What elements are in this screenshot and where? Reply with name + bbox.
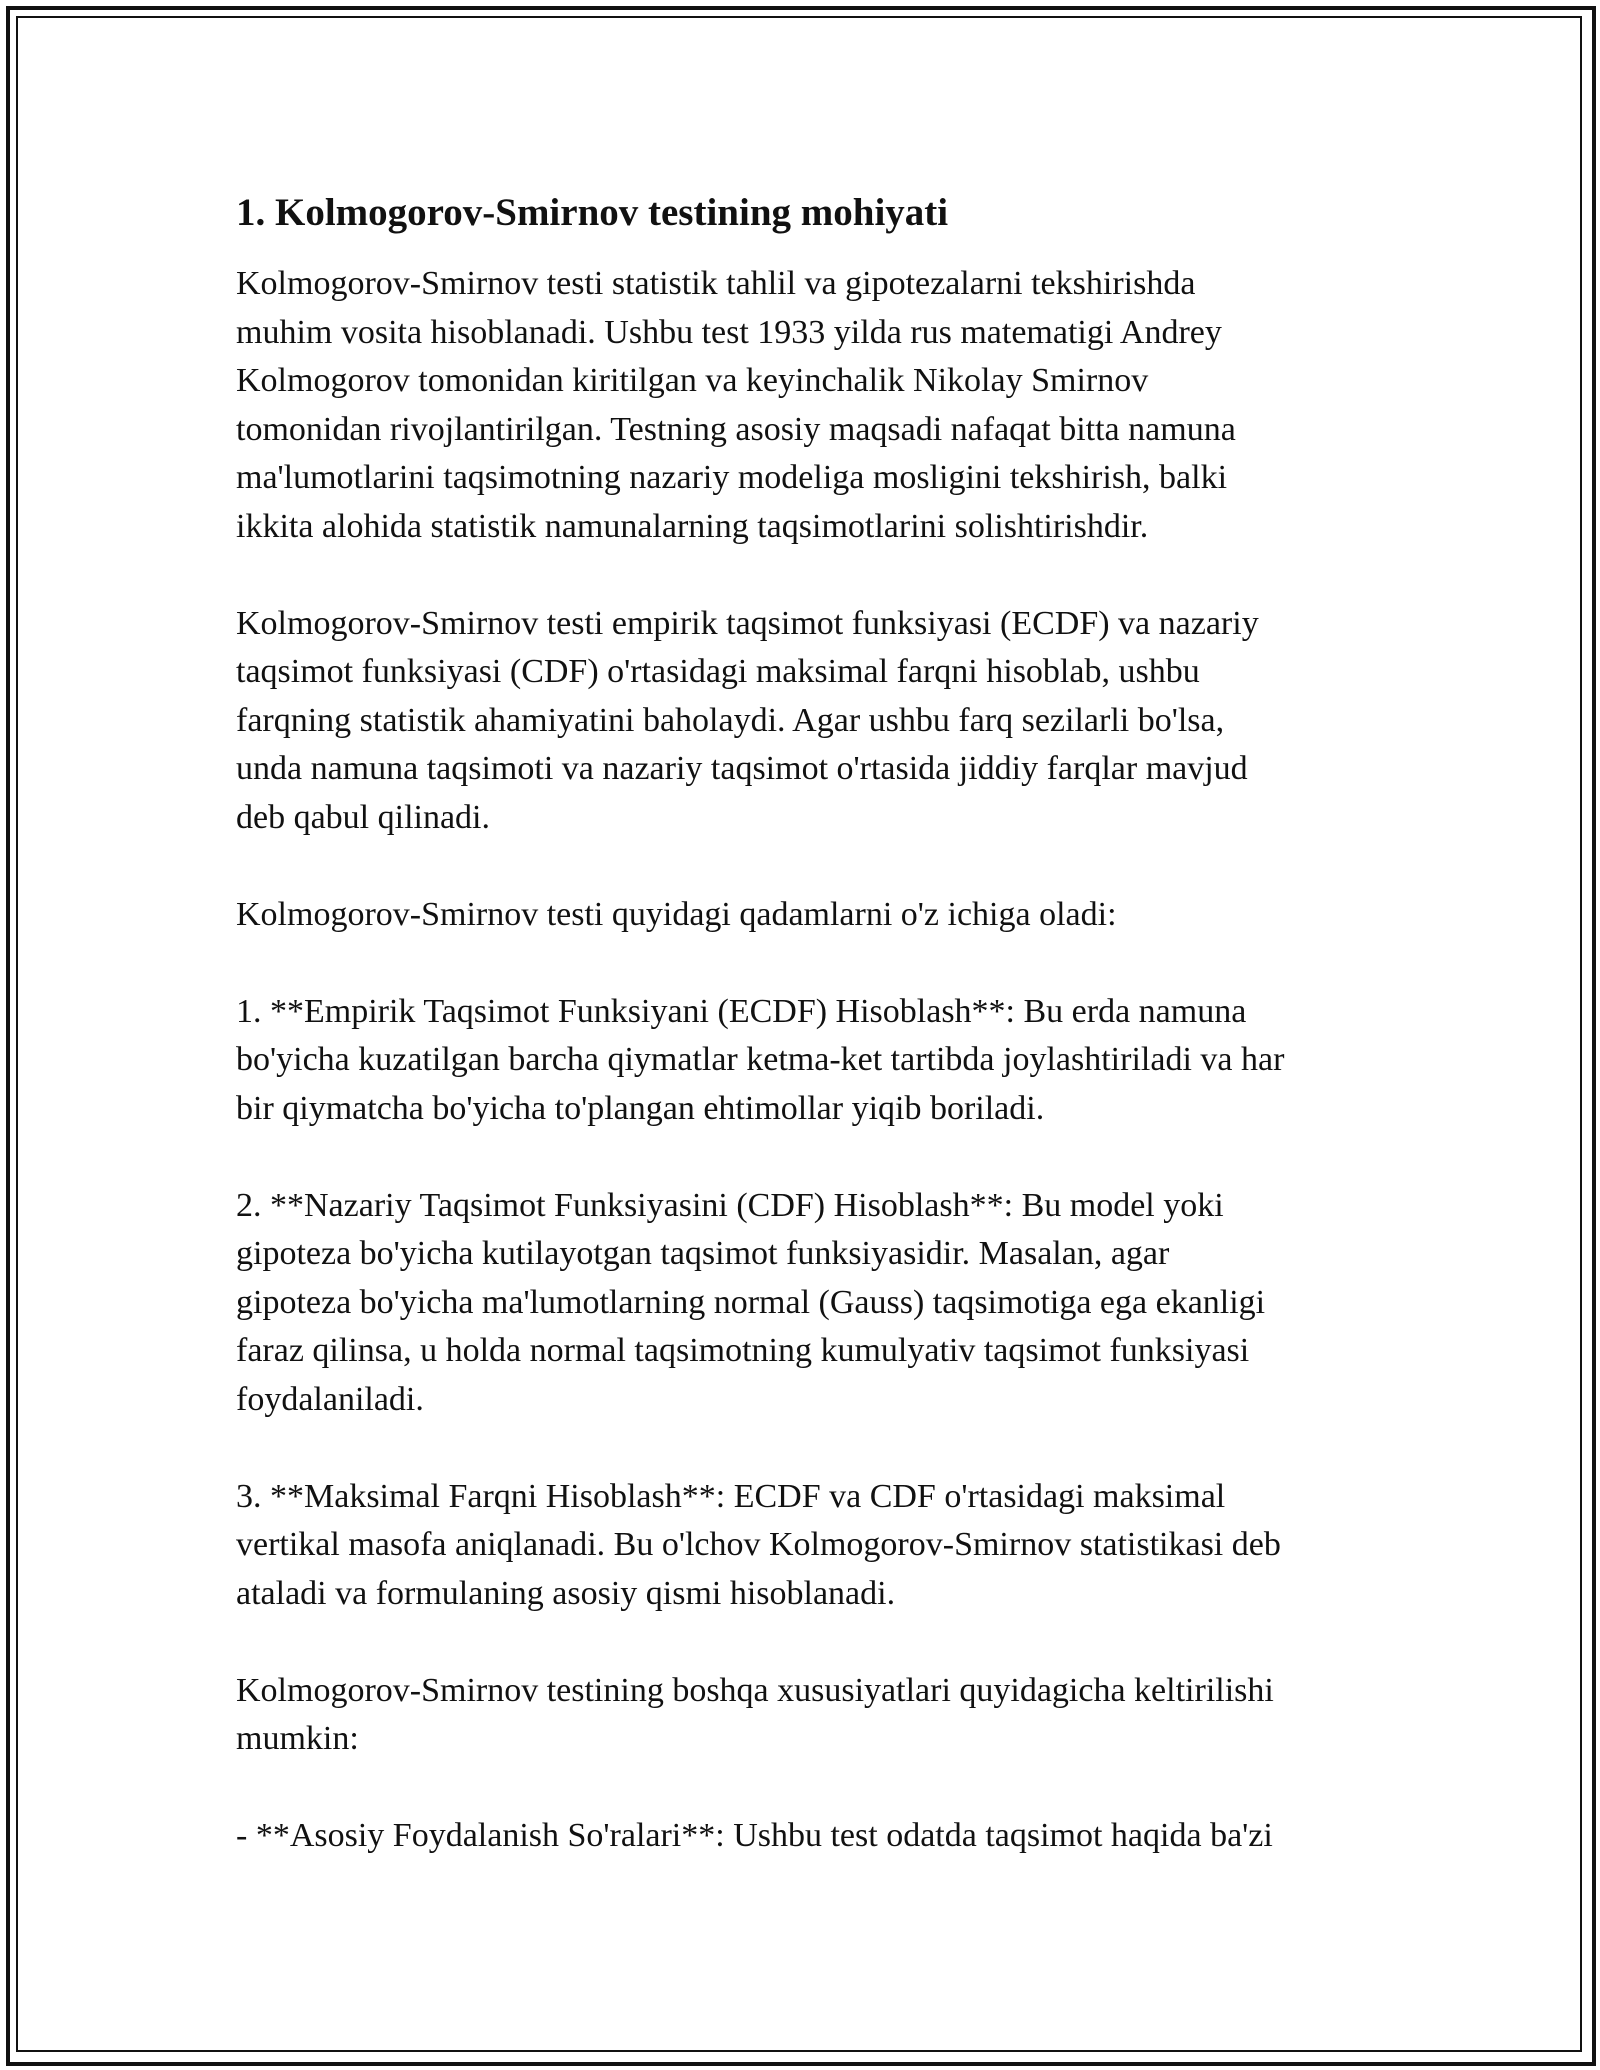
document-body <box>236 186 1366 1861</box>
paragraph-intro: Kolmogorov-Smirnov testi statistik tahlil va gipotezalarni tekshirishda muhim vosita hisoblanadi. Ushbu test 1933 yilda rus matematigi Andrey Kolmogorov tomonidan kiritilgan va keyinchalik Nikolay Smirnov tomonidan rivojlantirilgan. Testning asosiy maqsadi nafaqat bitta namuna ma'lumotlarini taqsimotning nazariy modeliga mosligini tekshirish, balki ikkita alohida statistik namunalarning taqsimotlarini solishtirishdir. <box>236 265 1236 545</box>
paragraph-steps-intro: Kolmogorov-Smirnov testi quyidagi qadamlarni o'z ichiga oladi: <box>236 895 1117 933</box>
list-item-step-3: 3. **Maksimal Farqni Hisoblash**: ECDF va CDF o'rtasidagi maksimal vertikal masofa aniqlanadi. Bu o'lchov Kolmogorov-Smirnov statistikasi deb ataladi va formulaning asosiy qismi hisoblanadi. <box>236 1477 1281 1612</box>
list-item-step-2: 2. **Nazariy Taqsimot Funksiyasini (CDF) Hisoblash**: Bu model yoki gipoteza bo'yicha kutilayotgan taqsimot funksiyasidir. Masalan, agar gipoteza bo'yicha ma'lumotlarning normal (Gauss) taqsimotiga ega ekanligi faraz qilinsa, u holda normal taqsimotning kumulyativ taqsimot funksiyasi foydalaniladi. <box>236 1186 1266 1418</box>
paragraph-ecdf-cdf: Kolmogorov-Smirnov testi empirik taqsimot funksiyasi (ECDF) va nazariy taqsimot funksiyasi (CDF) o'rtasidagi maksimal farqni hisoblab, ushbu farqning statistik ahamiyatini baholaydi. Agar ushbu farq sezilarli bo'lsa, unda namuna taqsimoti va nazariy taqsimot o'rtasida jiddiy farqlar mavjud deb qabul qilinadi. <box>236 604 1259 836</box>
bullet-item-usage: - **Asosiy Foydalanish So'ralari**: Ushbu test odatda taqsimot haqida ba'zi <box>236 1817 1273 1854</box>
list-item-step-1: 1. **Empirik Taqsimot Funksiyani (ECDF) Hisoblash**: Bu erda namuna bo'yicha kuzatilgan barcha qiymatlar ketma-ket tartibda joylashtiriladi va har bir qiymatcha bo'yicha to'plangan ehtimollar yiqib boriladi. <box>236 992 1285 1127</box>
paragraph-properties-intro: Kolmogorov-Smirnov testining boshqa xususiyatlari quyidagicha keltirilishi mumkin: <box>236 1671 1274 1757</box>
section-heading: 1. Kolmogorov-Smirnov testining mohiyati <box>236 191 949 234</box>
